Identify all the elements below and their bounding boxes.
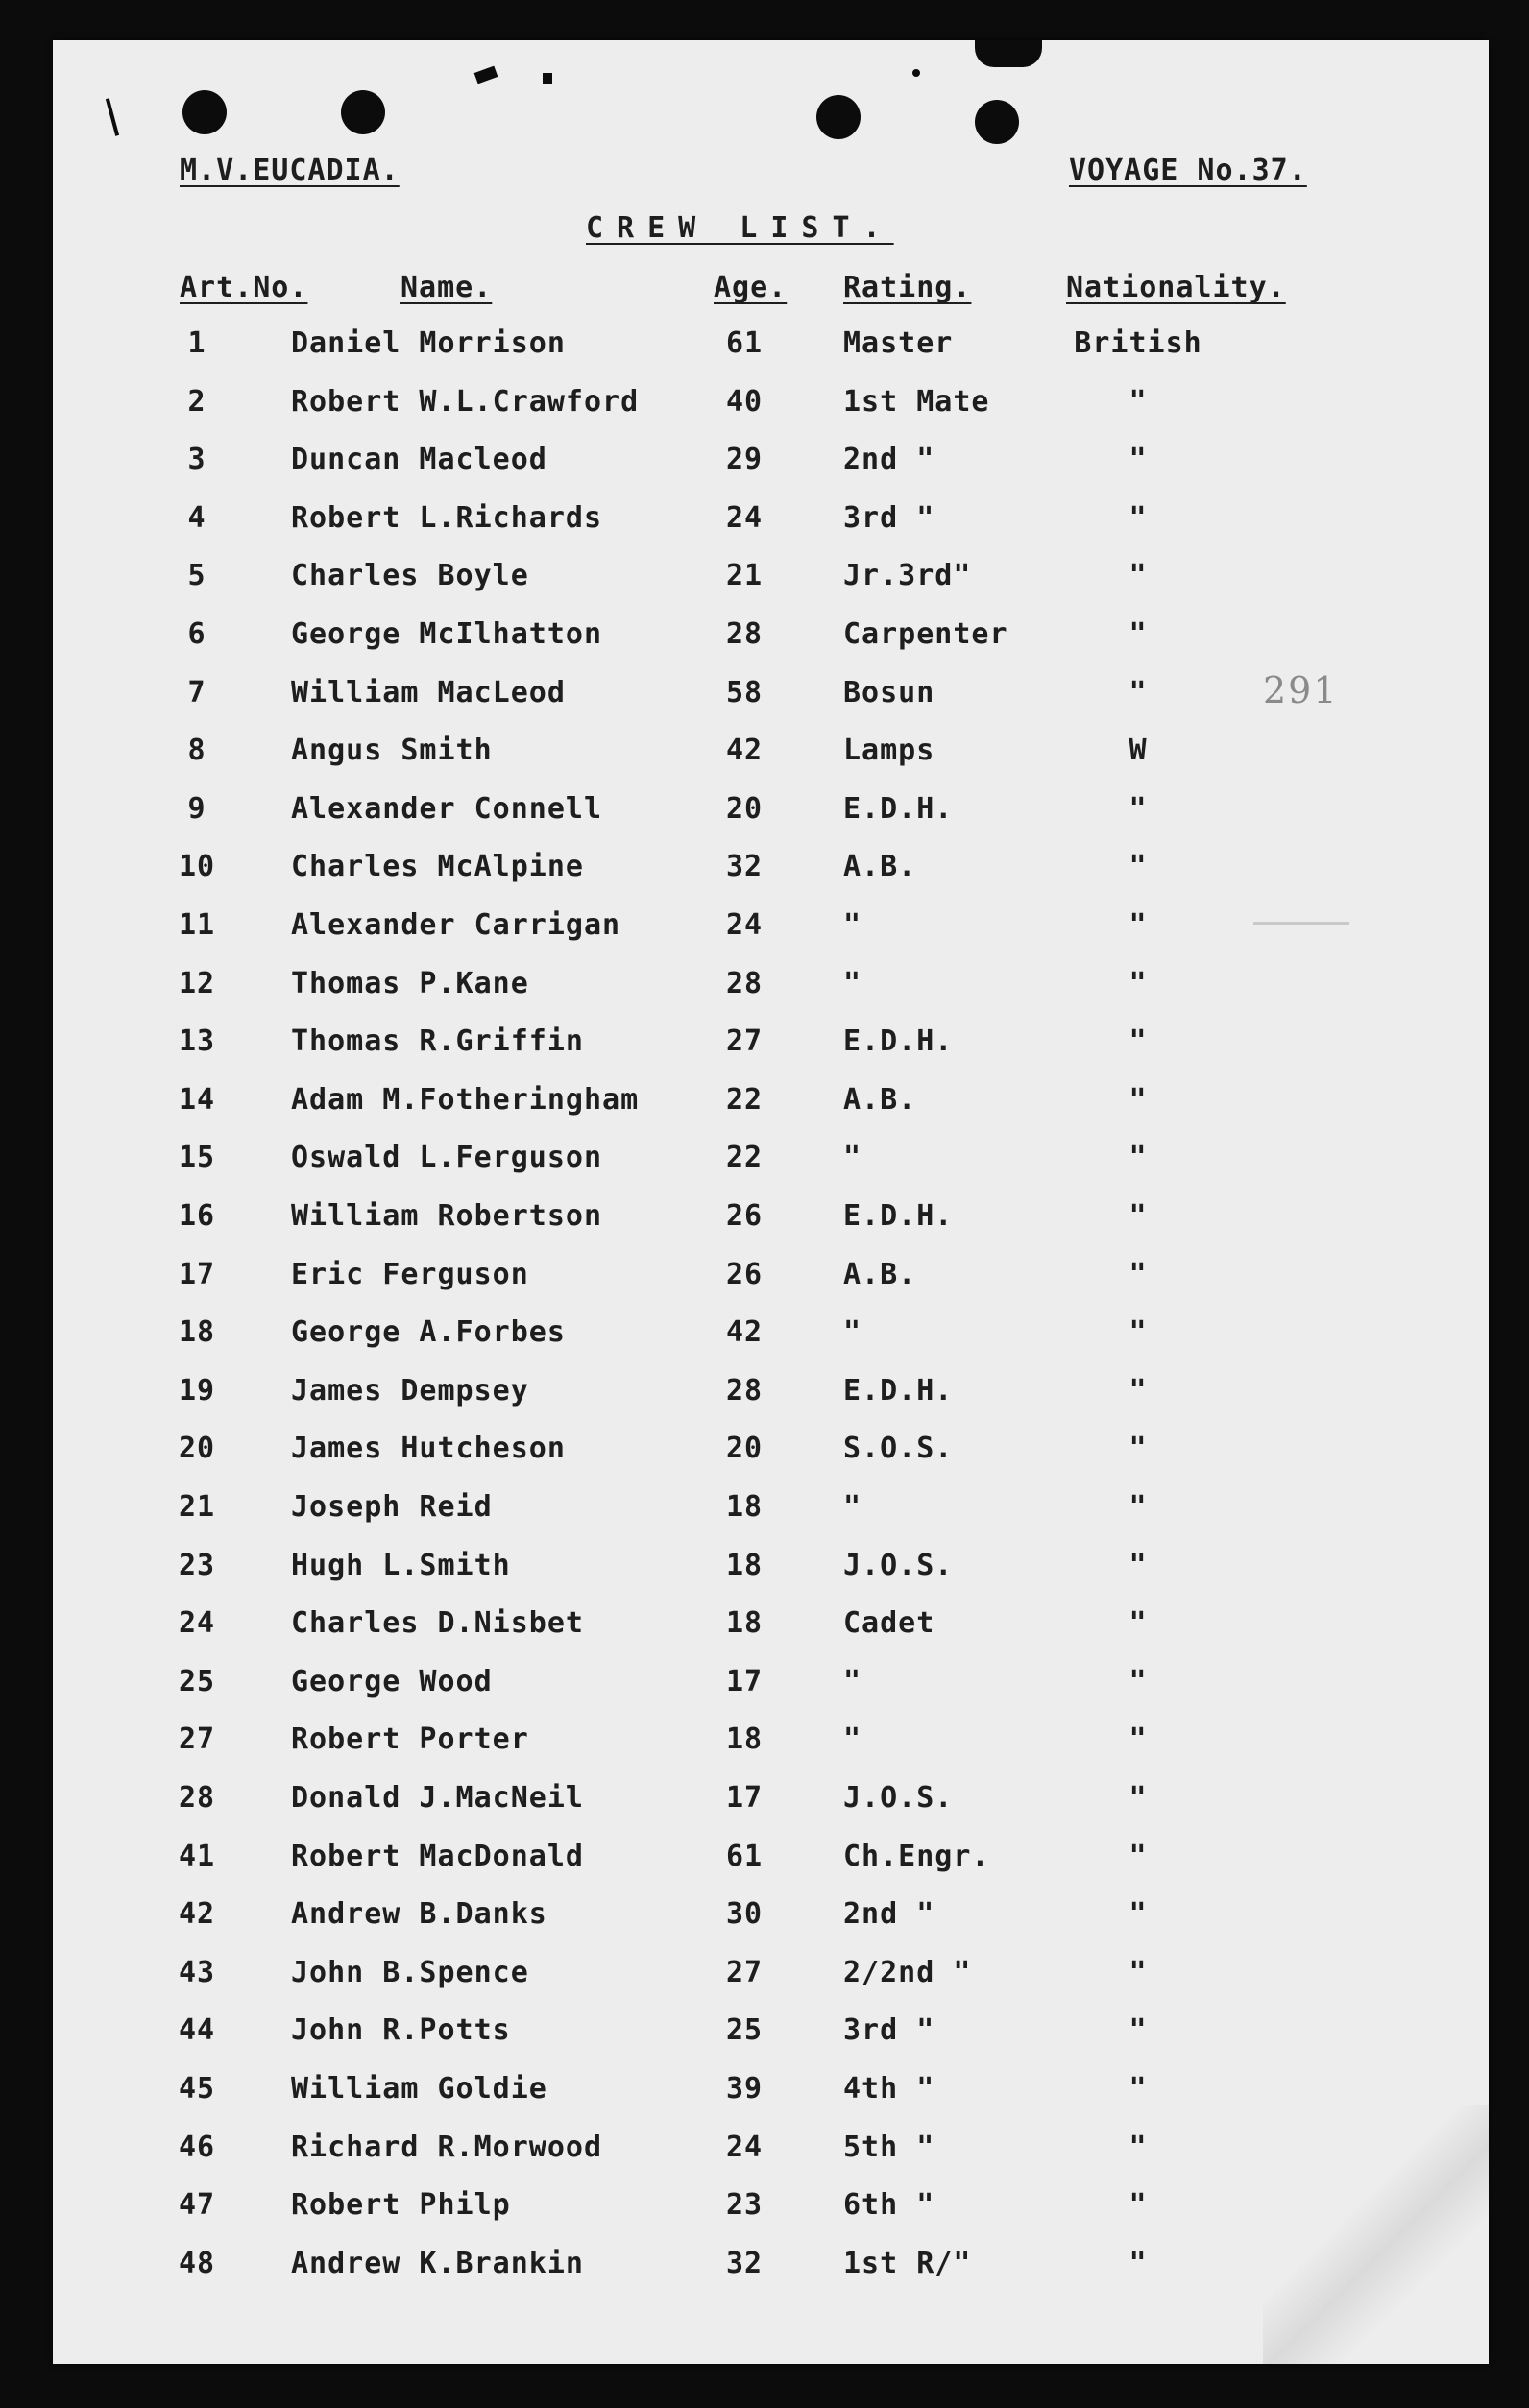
- column-header-nationality: Nationality.: [1066, 271, 1286, 304]
- crew-nationality: ": [1129, 1373, 1148, 1408]
- crew-name: William MacLeod: [291, 675, 566, 710]
- crew-rating: 4th ": [843, 2072, 935, 2106]
- crew-age: 18: [725, 1548, 764, 1582]
- crew-age: 32: [725, 850, 764, 884]
- crew-age: 39: [725, 2072, 764, 2106]
- crew-age: 29: [725, 443, 764, 477]
- table-row: [53, 1956, 1489, 2013]
- crew-age: 17: [725, 1781, 764, 1815]
- column-header-age: Age.: [714, 271, 788, 304]
- table-row: [53, 443, 1489, 500]
- art-no: 4: [187, 500, 206, 535]
- table-row: [53, 1024, 1489, 1082]
- paper-speck: [543, 73, 552, 84]
- table-row: [53, 1840, 1489, 1897]
- crew-age: 24: [725, 2130, 764, 2164]
- crew-age: 28: [725, 617, 764, 651]
- crew-age: 30: [725, 1897, 764, 1932]
- crew-rating: ": [843, 966, 862, 1000]
- art-no: 23: [178, 1548, 216, 1582]
- crew-nationality: ": [1129, 966, 1148, 1000]
- table-row: [53, 326, 1489, 384]
- crew-rating: A.B.: [843, 850, 917, 884]
- paper-speck: [106, 98, 119, 136]
- crew-name: Andrew B.Danks: [291, 1897, 547, 1932]
- crew-age: 24: [725, 500, 764, 535]
- art-no: 46: [178, 2130, 216, 2164]
- punch-hole: [341, 90, 385, 134]
- art-no: 14: [178, 1082, 216, 1117]
- crew-age: 40: [725, 384, 764, 419]
- art-no: 9: [187, 791, 206, 826]
- table-row: [53, 1490, 1489, 1548]
- crew-name: Richard R.Morwood: [291, 2130, 603, 2164]
- crew-nationality: ": [1129, 1781, 1148, 1815]
- art-no: 45: [178, 2072, 216, 2106]
- table-row: [53, 734, 1489, 791]
- page-number-stamp: 291: [1263, 669, 1339, 711]
- crew-rating: ": [843, 1722, 862, 1757]
- crew-name: Adam M.Fotheringham: [291, 1082, 640, 1117]
- crew-name: John B.Spence: [291, 1955, 529, 1989]
- art-no: 6: [187, 617, 206, 651]
- crew-nationality: ": [1129, 1141, 1148, 1175]
- crew-nationality: ": [1129, 1839, 1148, 1873]
- crew-age: 20: [725, 791, 764, 826]
- document-page: [53, 40, 1489, 2364]
- crew-age: 17: [725, 1664, 764, 1698]
- art-no: 20: [178, 1432, 216, 1466]
- crew-nationality: ": [1129, 384, 1148, 419]
- crew-nationality: ": [1129, 1548, 1148, 1582]
- crew-nationality: ": [1129, 617, 1148, 651]
- crew-rating: ": [843, 1490, 862, 1524]
- punch-hole: [182, 90, 227, 134]
- art-no: 16: [178, 1199, 216, 1233]
- crew-rating: A.B.: [843, 1082, 917, 1117]
- crew-age: 24: [725, 908, 764, 942]
- table-row: [53, 1141, 1489, 1198]
- crew-age: 22: [725, 1082, 764, 1117]
- crew-rating: 3rd ": [843, 500, 935, 535]
- crew-age: 26: [725, 1257, 764, 1291]
- table-row: [53, 850, 1489, 907]
- crew-name: George McIlhatton: [291, 617, 603, 651]
- crew-rating: Cadet: [843, 1606, 935, 1641]
- crew-name: James Hutcheson: [291, 1432, 566, 1466]
- crew-name: Thomas R.Griffin: [291, 1024, 584, 1059]
- crew-rating: 2nd ": [843, 443, 935, 477]
- paper-speck: [912, 69, 920, 77]
- crew-name: Robert L.Richards: [291, 500, 603, 535]
- crew-name: George Wood: [291, 1664, 493, 1698]
- art-no: 11: [178, 908, 216, 942]
- crew-rating: J.O.S.: [843, 1781, 954, 1815]
- crew-name: Duncan Macleod: [291, 443, 547, 477]
- crew-age: 27: [725, 1024, 764, 1059]
- table-row: [53, 1722, 1489, 1780]
- crew-name: Eric Ferguson: [291, 1257, 529, 1291]
- crew-nationality: ": [1129, 1722, 1148, 1757]
- crew-name: Robert Philp: [291, 2188, 511, 2223]
- crew-name: Charles D.Nisbet: [291, 1606, 584, 1641]
- table-row: [53, 1083, 1489, 1141]
- crew-rating: 1st Mate: [843, 384, 990, 419]
- art-no: 48: [178, 2246, 216, 2280]
- art-no: 8: [187, 734, 206, 768]
- crew-rating: 3rd ": [843, 2013, 935, 2048]
- table-row: [53, 1374, 1489, 1432]
- crew-nationality: ": [1129, 2013, 1148, 2048]
- crew-rating: S.O.S.: [843, 1432, 954, 1466]
- crew-nationality: ": [1129, 2246, 1148, 2280]
- crew-name: James Dempsey: [291, 1373, 529, 1408]
- table-row: [53, 617, 1489, 675]
- crew-age: 22: [725, 1141, 764, 1175]
- art-no: 5: [187, 559, 206, 593]
- crew-rating: 2nd ": [843, 1897, 935, 1932]
- crew-rating: Jr.3rd": [843, 559, 972, 593]
- crew-rating: 1st R/": [843, 2246, 972, 2280]
- art-no: 3: [187, 443, 206, 477]
- crew-nationality: ": [1129, 2130, 1148, 2164]
- crew-rating: A.B.: [843, 1257, 917, 1291]
- table-row: [53, 676, 1489, 734]
- crew-name: Alexander Connell: [291, 791, 603, 826]
- art-no: 18: [178, 1315, 216, 1350]
- crew-name: Daniel Morrison: [291, 326, 566, 360]
- crew-nationality: ": [1129, 500, 1148, 535]
- art-no: 44: [178, 2013, 216, 2048]
- crew-name: Hugh L.Smith: [291, 1548, 511, 1582]
- table-row: [53, 385, 1489, 443]
- crew-name: Joseph Reid: [291, 1490, 493, 1524]
- crew-rating: ": [843, 1664, 862, 1698]
- crew-name: Robert MacDonald: [291, 1839, 584, 1873]
- crew-nationality: ": [1129, 1606, 1148, 1641]
- crew-name: John R.Potts: [291, 2013, 511, 2048]
- crew-nationality: ": [1129, 791, 1148, 826]
- column-header-name: Name.: [400, 271, 493, 304]
- art-no: 7: [187, 675, 206, 710]
- crew-rating: E.D.H.: [843, 1199, 954, 1233]
- crew-name: Robert W.L.Crawford: [291, 384, 640, 419]
- art-no: 15: [178, 1141, 216, 1175]
- crew-nationality: ": [1129, 1082, 1148, 1117]
- art-no: 41: [178, 1839, 216, 1873]
- crew-nationality: ": [1129, 1664, 1148, 1698]
- crew-rating: E.D.H.: [843, 791, 954, 826]
- table-row: [53, 2013, 1489, 2071]
- art-no: 17: [178, 1257, 216, 1291]
- paper-fold: [1263, 2105, 1489, 2364]
- art-no: 1: [187, 326, 206, 360]
- crew-age: 18: [725, 1490, 764, 1524]
- crew-rating: Bosun: [843, 675, 935, 710]
- crew-nationality: ": [1129, 850, 1148, 884]
- crew-name: Alexander Carrigan: [291, 908, 621, 942]
- art-no: 43: [178, 1955, 216, 1989]
- crew-name: Charles Boyle: [291, 559, 529, 593]
- table-row: [53, 1199, 1489, 1257]
- art-no: 10: [178, 850, 216, 884]
- vessel-name: M.V.EUCADIA.: [180, 154, 400, 187]
- crew-nationality: ": [1129, 1897, 1148, 1932]
- crew-age: 42: [725, 1315, 764, 1350]
- crew-age: 23: [725, 2188, 764, 2223]
- table-row: [53, 792, 1489, 850]
- column-header-rating: Rating.: [843, 271, 972, 304]
- crew-nationality: ": [1129, 1490, 1148, 1524]
- crew-age: 27: [725, 1955, 764, 1989]
- page-title: CREW LIST.: [586, 211, 894, 245]
- crew-name: Angus Smith: [291, 734, 493, 768]
- art-no: 25: [178, 1664, 216, 1698]
- crew-nationality: ": [1129, 559, 1148, 593]
- crew-nationality: ": [1129, 1257, 1148, 1291]
- crew-name: Thomas P.Kane: [291, 966, 529, 1000]
- crew-rating: 5th ": [843, 2130, 935, 2164]
- crew-rating: ": [843, 1141, 862, 1175]
- table-row: [53, 1897, 1489, 1955]
- art-no: 27: [178, 1722, 216, 1757]
- crew-name: Oswald L.Ferguson: [291, 1141, 603, 1175]
- crew-rating: E.D.H.: [843, 1373, 954, 1408]
- paper-tear: [975, 40, 1042, 67]
- table-row: [53, 501, 1489, 559]
- art-no: 21: [178, 1490, 216, 1524]
- paper-speck: [474, 66, 498, 84]
- crew-nationality: ": [1129, 1199, 1148, 1233]
- crew-age: 42: [725, 734, 764, 768]
- table-row: [53, 908, 1489, 966]
- crew-name: Andrew K.Brankin: [291, 2246, 584, 2280]
- crew-age: 21: [725, 559, 764, 593]
- table-row: [53, 1606, 1489, 1664]
- punch-hole: [975, 100, 1019, 144]
- art-no: 24: [178, 1606, 216, 1641]
- crew-age: 32: [725, 2246, 764, 2280]
- table-row: [53, 1665, 1489, 1722]
- crew-rating: E.D.H.: [843, 1024, 954, 1059]
- table-row: [53, 559, 1489, 616]
- crew-nationality: ": [1129, 1024, 1148, 1059]
- crew-rating: Lamps: [843, 734, 935, 768]
- crew-rating: 6th ": [843, 2188, 935, 2223]
- crew-age: 28: [725, 966, 764, 1000]
- crew-age: 61: [725, 326, 764, 360]
- crew-nationality: W: [1129, 734, 1148, 768]
- crew-name: Charles McAlpine: [291, 850, 584, 884]
- crew-rating: ": [843, 1315, 862, 1350]
- crew-age: 26: [725, 1199, 764, 1233]
- crew-name: William Goldie: [291, 2072, 547, 2106]
- crew-nationality: British: [1074, 326, 1202, 360]
- crew-nationality: ": [1129, 908, 1148, 942]
- table-row: [53, 1315, 1489, 1373]
- crew-rating: 2/2nd ": [843, 1955, 972, 1989]
- table-row: [53, 1549, 1489, 1606]
- crew-age: 18: [725, 1722, 764, 1757]
- art-no: 47: [178, 2188, 216, 2223]
- art-no: 42: [178, 1897, 216, 1932]
- crew-name: William Robertson: [291, 1199, 603, 1233]
- crew-nationality: ": [1129, 1432, 1148, 1466]
- art-no: 2: [187, 384, 206, 419]
- crew-rating: ": [843, 908, 862, 942]
- crew-nationality: ": [1129, 443, 1148, 477]
- crew-age: 25: [725, 2013, 764, 2048]
- crew-age: 58: [725, 675, 764, 710]
- table-row: [53, 1432, 1489, 1489]
- art-no: 28: [178, 1781, 216, 1815]
- voyage-number: VOYAGE No.37.: [1069, 154, 1307, 187]
- crew-rating: J.O.S.: [843, 1548, 954, 1582]
- art-no: 19: [178, 1373, 216, 1408]
- crew-rating: Ch.Engr.: [843, 1839, 990, 1873]
- art-no: 13: [178, 1024, 216, 1059]
- table-row: [53, 967, 1489, 1024]
- crew-nationality: ": [1129, 1955, 1148, 1989]
- punch-hole: [816, 95, 861, 139]
- crew-nationality: ": [1129, 2188, 1148, 2223]
- column-header-art-no: Art.No.: [180, 271, 308, 304]
- crew-nationality: ": [1129, 1315, 1148, 1350]
- crew-rating: Carpenter: [843, 617, 1008, 651]
- art-no: 12: [178, 966, 216, 1000]
- crew-nationality: ": [1129, 675, 1148, 710]
- crew-name: George A.Forbes: [291, 1315, 566, 1350]
- crew-rating: Master: [843, 326, 954, 360]
- crew-age: 20: [725, 1432, 764, 1466]
- table-row: [53, 1258, 1489, 1315]
- crew-name: Donald J.MacNeil: [291, 1781, 584, 1815]
- crew-age: 18: [725, 1606, 764, 1641]
- crew-age: 28: [725, 1373, 764, 1408]
- table-row: [53, 1781, 1489, 1839]
- crew-name: Robert Porter: [291, 1722, 529, 1757]
- crew-age: 61: [725, 1839, 764, 1873]
- crew-nationality: ": [1129, 2072, 1148, 2106]
